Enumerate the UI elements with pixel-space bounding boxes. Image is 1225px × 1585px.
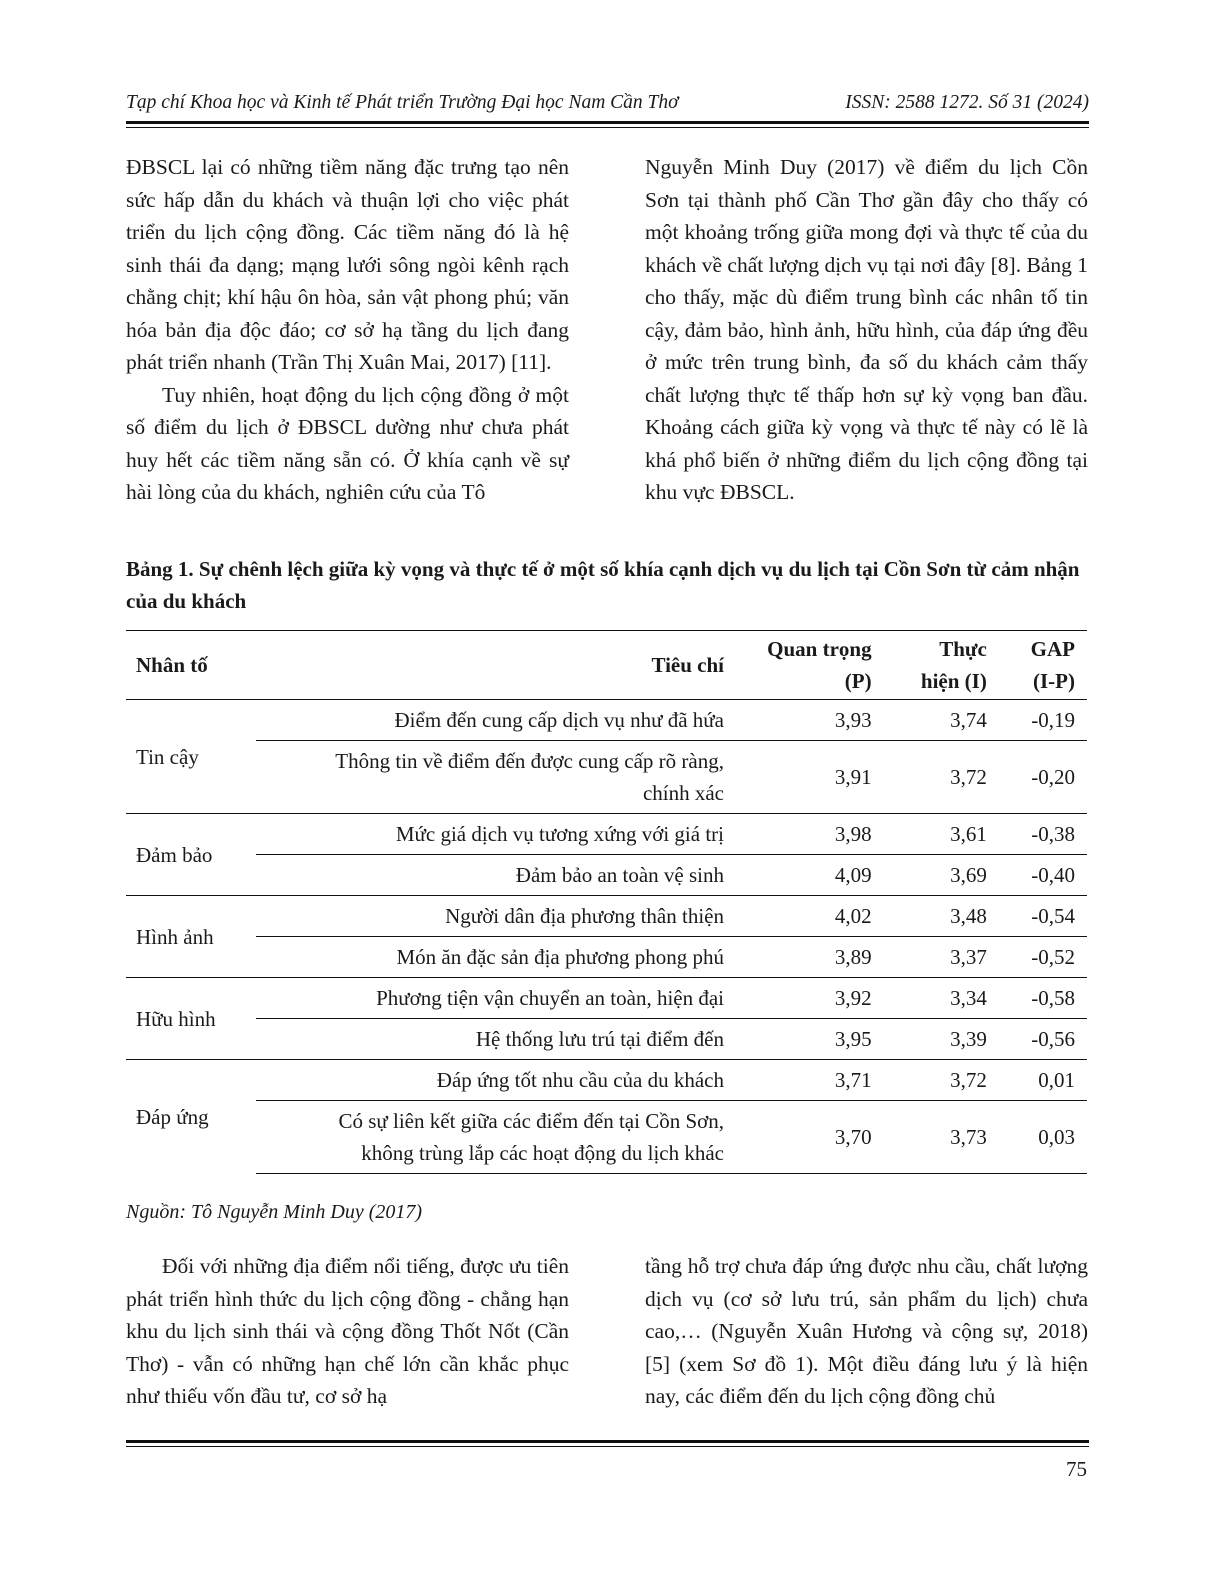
table-row — [126, 1101, 1087, 1174]
criterion-cell: Đáp ứng tốt nhu cầu của du khách — [256, 1060, 738, 1101]
paragraph: ĐBSCL lại có những tiềm năng đặc trưng tạo nên sức hấp dẫn du khách và thuận lợi cho việc phát triển du lịch cộng đồng. Các tiềm năng đó là hệ sinh thái đa dạng; mạng lưới sông ngòi kênh rạch chằng chịt; khí hậu ôn hòa, sản vật phong phú; văn hóa bản địa độc đáo; cơ sở hạ tầng du lịch đang phát triển nhanh (Trần Thị Xuân Mai, 2017) [11]. — [126, 155, 569, 374]
table-row — [126, 978, 1087, 1019]
footer-rule-thick — [126, 1440, 1089, 1443]
factor-cell: Đảm bảo — [126, 814, 256, 896]
table-row — [126, 1060, 1087, 1101]
importance-cell: 3,98 — [738, 814, 898, 855]
performance-cell: 3,61 — [898, 814, 1013, 855]
importance-cell: 3,89 — [738, 937, 898, 978]
table-row — [126, 896, 1087, 937]
performance-cell: 3,73 — [898, 1101, 1013, 1174]
header-gap: GAP (I-P) — [1030, 637, 1075, 693]
footer-rule-thin — [126, 1446, 1089, 1447]
gap-cell: -0,20 — [1013, 741, 1087, 814]
gap-cell: -0,58 — [1013, 978, 1087, 1019]
right-column-top — [645, 151, 1088, 509]
performance-cell: 3,48 — [898, 896, 1013, 937]
header-criterion: Tiêu chí — [651, 653, 724, 677]
journal-title: Tạp chí Khoa học và Kinh tế Phát triển Trường Đại học Nam Cần Thơ — [126, 92, 679, 113]
criterion-cell: Mức giá dịch vụ tương xứng với giá trị — [256, 814, 738, 855]
gap-cell: -0,40 — [1013, 855, 1087, 896]
gap-cell: 0,03 — [1013, 1101, 1087, 1174]
factor-cell: Hình ảnh — [126, 896, 256, 978]
table-caption: Bảng 1. Sự chênh lệch giữa kỳ vọng và thực tế ở một số khía cạnh dịch vụ du lịch tại Cồn Sơn từ cảm nhận của du khách — [126, 557, 1080, 613]
table-row — [126, 1019, 1087, 1060]
page-number: 75 — [1066, 1457, 1087, 1481]
table-row — [126, 741, 1087, 814]
performance-cell: 3,37 — [898, 937, 1013, 978]
criterion-cell: Hệ thống lưu trú tại điểm đến — [256, 1019, 738, 1060]
gap-cell: -0,38 — [1013, 814, 1087, 855]
header-importance: Quan trọng (P) — [767, 637, 872, 693]
header-rule-thick — [126, 121, 1089, 124]
table-row — [126, 937, 1087, 978]
criterion-cell: Người dân địa phương thân thiện — [256, 896, 738, 937]
header-factor: Nhân tố — [136, 653, 208, 677]
performance-cell: 3,34 — [898, 978, 1013, 1019]
importance-cell: 3,95 — [738, 1019, 898, 1060]
performance-cell: 3,72 — [898, 741, 1013, 814]
importance-cell: 4,02 — [738, 896, 898, 937]
table-header-row — [126, 631, 1087, 700]
gap-cell: 0,01 — [1013, 1060, 1087, 1101]
criterion-cell: Điểm đến cung cấp dịch vụ như đã hứa — [256, 700, 738, 741]
left-column-top — [126, 151, 569, 509]
right-column-bottom — [645, 1250, 1088, 1413]
importance-cell: 3,71 — [738, 1060, 898, 1101]
factor-cell: Đáp ứng — [126, 1060, 256, 1174]
criterion-cell: Món ăn đặc sản địa phương phong phú — [256, 937, 738, 978]
importance-cell: 3,91 — [738, 741, 898, 814]
criterion-cell: Phương tiện vận chuyển an toàn, hiện đại — [256, 978, 738, 1019]
header-rule-thin — [126, 127, 1089, 128]
gap-table — [126, 630, 1087, 1174]
importance-cell: 4,09 — [738, 855, 898, 896]
criterion-cell: Đảm bảo an toàn vệ sinh — [256, 855, 738, 896]
factor-cell: Tin cậy — [126, 700, 256, 814]
performance-cell: 3,69 — [898, 855, 1013, 896]
paragraph: Tuy nhiên, hoạt động du lịch cộng đồng ở một số điểm du lịch ở ĐBSCL dường như chưa phát huy hết các tiềm năng sẵn có. Ở khía cạnh về sự hài lòng của du khách, nghiên cứu của Tô — [126, 382, 569, 504]
table-row — [126, 700, 1087, 741]
table-row — [126, 814, 1087, 855]
gap-cell: -0,19 — [1013, 700, 1087, 741]
criterion-cell: Thông tin về điểm đến được cung cấp rõ ràng, chính xác — [256, 741, 738, 814]
criterion-cell: Có sự liên kết giữa các điểm đến tại Cồn Sơn, không trùng lắp các hoạt động du lịch khác — [256, 1101, 738, 1174]
table-source: Nguồn: Tô Nguyễn Minh Duy (2017) — [126, 1201, 423, 1223]
gap-cell: -0,54 — [1013, 896, 1087, 937]
paragraph: tầng hỗ trợ chưa đáp ứng được nhu cầu, chất lượng dịch vụ (cơ sở lưu trú, sản phẩm du lịch) chưa cao,… (Nguyễn Xuân Hương và cộng sự, 2018) [5] (xem Sơ đồ 1). Một điều đáng lưu ý là hiện nay, các điểm đến du lịch cộng đồng chủ — [645, 1254, 1088, 1408]
importance-cell: 3,70 — [738, 1101, 898, 1174]
importance-cell: 3,92 — [738, 978, 898, 1019]
performance-cell: 3,39 — [898, 1019, 1013, 1060]
issn-issue: ISSN: 2588 1272. Số 31 (2024) — [845, 92, 1089, 113]
factor-cell: Hữu hình — [126, 978, 256, 1060]
performance-cell: 3,72 — [898, 1060, 1013, 1101]
paragraph: Nguyễn Minh Duy (2017) về điểm du lịch Cồn Sơn tại thành phố Cần Thơ gần đây cho thấy có một khoảng trống giữa mong đợi và thực tế của du khách về chất lượng dịch vụ tại nơi đây [8]. Bảng 1 cho thấy, mặc dù điểm trung bình các nhân tố tin cậy, đảm bảo, hình ảnh, hữu hình, của đáp ứng đều ở mức trên trung bình, đa số du khách cảm thấy chất lượng thực tế thấp hơn sự kỳ vọng ban đầu. Khoảng cách giữa kỳ vọng và thực tế này có lẽ là khá phổ biến ở những điểm du lịch cộng đồng tại khu vực ĐBSCL. — [645, 155, 1088, 504]
gap-cell: -0,52 — [1013, 937, 1087, 978]
importance-cell: 3,93 — [738, 700, 898, 741]
gap-cell: -0,56 — [1013, 1019, 1087, 1060]
table-row — [126, 855, 1087, 896]
paragraph: Đối với những địa điểm nổi tiếng, được ưu tiên phát triển hình thức du lịch cộng đồng - chẳng hạn khu du lịch sinh thái và cộng đồng Thốt Nốt (Cần Thơ) - vẫn có những hạn chế lớn cần khắc phục như thiếu vốn đầu tư, cơ sở hạ — [126, 1254, 569, 1408]
performance-cell: 3,74 — [898, 700, 1013, 741]
header-performance: Thực hiện (I) — [920, 637, 987, 693]
left-column-bottom — [126, 1250, 569, 1413]
